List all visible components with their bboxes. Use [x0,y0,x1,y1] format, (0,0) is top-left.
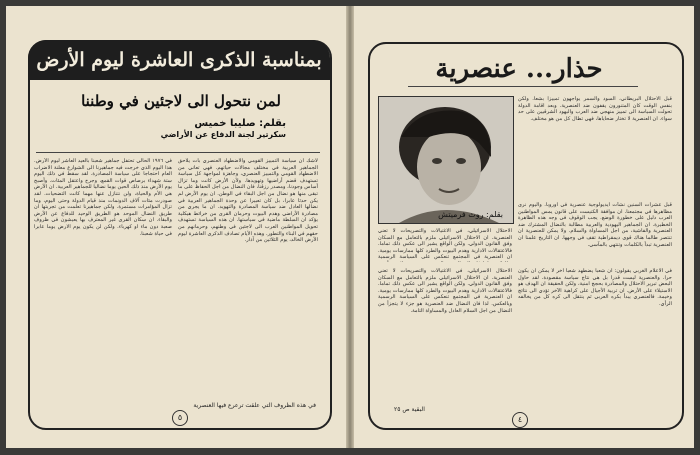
right-column-middle: قبل عشرات السنين نشأت ايديولوجية عنصرية في اوروبا. واليوم نرى مظاهرها في مجتمعنا. ان موافقة الكنيست على قانون يمس المواطنين العرب دليل على خطورة الوضع. يجب الوقوف في وجه هذه الظاهرة الخطيرة. ان الجماهير اليهودية والعربية مطالبة بالنضال المشترك ضد العنصرية والفاشية، من اجل المساواة والسلام. ولا يمكن للعنصرية ان تنتصر طالما هناك قوى ديمقراطية تقف في وجهها. ان التاريخ علمنا ان العنصرية تبدأ بالكلمات وتنتهي بالمآسي. [518,202,672,248]
left-divider [36,152,320,153]
left-footer-text: في هذه الظروف التي علقت ترعرع فيها العنصرية [193,402,316,409]
right-column-bottom-right: في الاعلام الغربي يقولون: ان شعبا يضطهد شعبا آخر لا يمكن ان يكون حرا. والعنصرية ليست قدرا بل هي نتاج سياسة مقصودة. لقد حاول البعض تبرير الاحتلال والمصادرة بحجج امنية، ولكن الحقيقة ان الهدف هو الاستيلاء على الأرض. ان تربية الأجيال على كراهية الآخر تؤدي الى نتائج وخيمة. فالعنصري يبدأ بكره العربي ثم ينتقل الى كره كل من يخالفه الرأي. [518,268,672,307]
right-page [354,6,694,448]
right-column-under-photo: الاحتلال الاسرائيلي، في الاغتيالات والتصريحات لا تعني العنصرية. ان الاحتلال الاسرائيلي ملزم بالتعامل مع السكان وفق القانون الدولي. ولكن الواقع يشير الى عكس ذلك تماما. فالاعتقالات الادارية وهدم البيوت والطرد كلها ممارسات يومية. ان العنصرية في المجتمع تنعكس على السياسة الرسمية [378,228,512,261]
author-photo [378,96,514,224]
left-banner: بمناسبة الذكرى العاشرة ليوم الأرض [28,40,330,80]
left-column-right: لاشك ان سياسة التمييز القومي والاضطهاد العنصري بات يلاحق الجماهير العربية في مختلف مجالات حياتهم. فهي تعاني من الاضطهاد القومي والتمييز العنصري، وجاهزة لمواجهة كل سياسة تستهدف قضم أراضيها وتهويدها. ولأن الأرض كانت وما تزال أساس وجودنا، ومصدر رزقنا، فان النضال من اجل الحفاظ على ما تبقى منها هو نضال من اجل البقاء في الوطن. ان يوم الأرض لم يكن حدثا عابرا، بل كان تعبيرا عن وحدة الجماهير العربية في نضالها العادل ضد سياسة المصادرة والتهويد. ان ما يجري من مصادرة الأراضي وهدم البيوت وحرمان القرى من خرائط هيكلية يؤكد ان السلطة ماضية في سياستها. ان هذه السياسة تستهدف تحويل المواطنين العرب الى لاجئين في وطنهم، وحرمانهم من حقهم في البناء والتطور. وهذه الأيام تصادف الذكرى العاشرة ليوم الأرض الخالد، يوم الثلاثين من آذار. [178,158,318,244]
right-page-number: ٤ [512,412,528,428]
right-column-bottom-left: الاحتلال الاسرائيلي، في الاغتيالات والتصريحات لا تعني العنصرية. ان الاحتلال الاسرائيلي ملزم بالتعامل مع السكان وفق القانون الدولي. ولكن الواقع يشير الى عكس ذلك تماما. فالاعتقالات الادارية وهدم البيوت والطرد كلها ممارسات يومية. ان العنصرية في المجتمع تنعكس على السياسة الرسمية وبالعكس. لذا فان النضال ضد العنصرية هو جزء لا يتجزأ من النضال من اجل السلام العادل والمساواة التامة. [378,268,512,314]
book-spine [346,6,354,448]
right-title: حذار... عنصرية [435,54,603,84]
left-byline-role: سكرتير لجنة الدفاع عن الأراضي [160,130,286,139]
left-column-left: في ١٩٧٦ الحالي تحتفل جماهير شعبنا بالعيد العاشر ليوم الأرض. هذا اليوم الذي خرجت فيه جماهيرنا الى الشوارع معلنة الاضراب العام احتجاجا على سياسة المصادرة. لقد سقط في ذلك اليوم ستة شهداء برصاص قوات القمع، وجرح واعتقل المئات. وأصبح يوم الأرض منذ ذلك الحين يوما نضاليا للجماهير العربية. ان الأرض هي الأم والحياة، ولن نتنازل عنها مهما كانت التضحيات. لقد صودرت مئات آلاف الدونمات منذ قيام الدولة وحتى اليوم، وما تزال المؤامرات مستمرة. ولكن جماهيرنا تعلمت من تجربتها ان طريق النضال الموحد هو الطريق الوحيد للدفاع عن الأرض والبقاء. ان سكان القرى غير المعترف بها يعيشون في ظروف صعبة دون ماء او كهرباء. ولكن لن يكون يوم الارض يوما عابرا في حياة شعبنا. [34,158,172,237]
right-title-rule [408,86,638,87]
author-portrait-image [379,97,513,223]
left-headline: لمن نتحول الى لاجئين في وطننا [81,92,281,110]
left-byline-name: بقلم: صليبا خميس [194,118,286,129]
right-column-top: قبل الاحتلال البريطاني، السود والسمر يواجهون تمييزا بشعا. ولكن بنفس الوقت كان المتنورون يقفون ضد العنصرية. وبعد اقامة الدولة تحولت السياسة الى تمييز منهجي ضد العرب واليهود الشرقيين على حد سواء. ان العنصرية لا تختار ضحاياها، فهي تطال كل من هو مختلف. [518,96,672,122]
left-byline [126,118,286,140]
author-caption: بقلم: روث فرميتش [438,210,503,219]
right-continued-note: البقية ص ٢٥ [394,406,425,413]
left-page [6,6,346,448]
left-page-number: ٥ [172,410,188,426]
